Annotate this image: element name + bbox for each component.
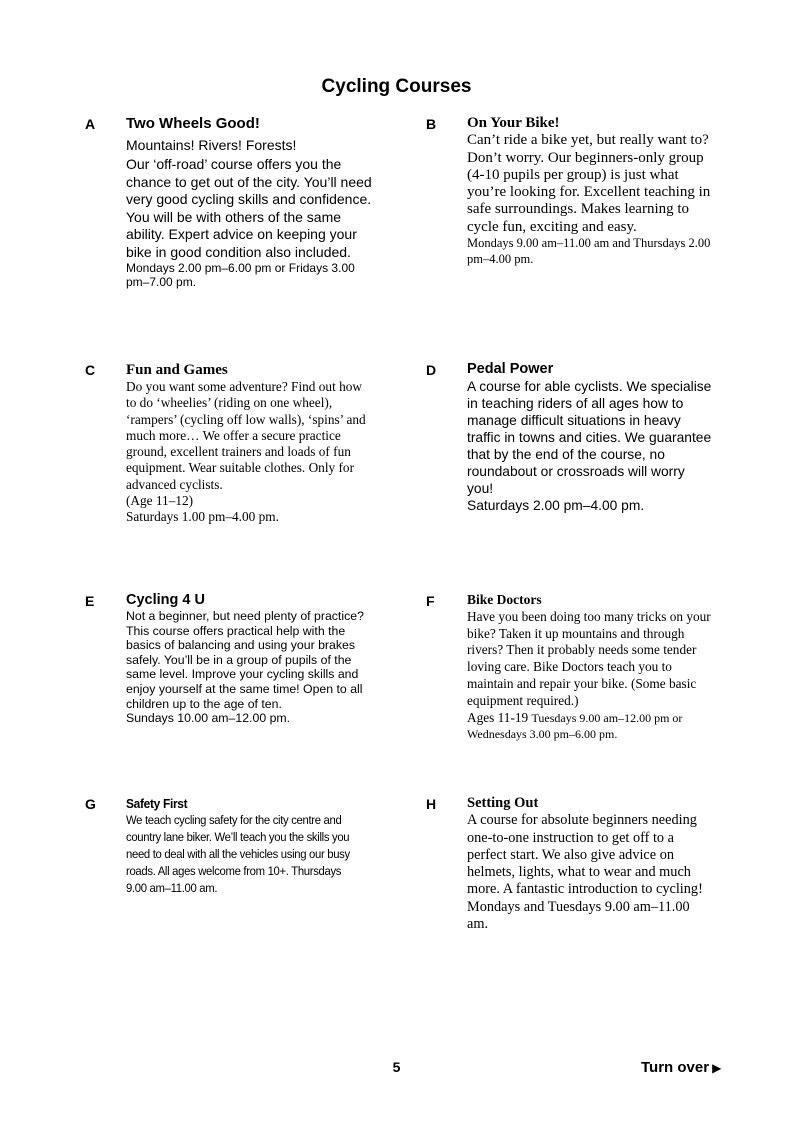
course-description: Can’t ride a bike yet, but really want to? Don’t worry. Our beginners-only group (4-10 pupils per group) is just what you’re looking for. Excellent teaching in safe surroundings. Makes learning to cycle fun, exciting and easy. — [467, 132, 711, 235]
course-description: Do you want some adventure? Find out how to do ‘wheelies’ (riding on one wheel), ‘rampers’ (cycling off low walls), ‘spins’ and much more… We offer a secure practice ground, excellent trainers and loads of fun equipment. Wear suitable clothes. Only for advanced cyclists. — [126, 379, 366, 492]
course-times: Saturdays 1.00 pm–4.00 pm. — [126, 509, 279, 525]
course-times: Sundays 10.00 am–12.00 pm. — [126, 711, 291, 726]
course-name: Cycling 4 U — [126, 592, 205, 608]
turn-over-text: Turn over — [641, 1059, 710, 1076]
course-times: Mondays 9.00 am–11.00 am and Thursdays 2.00 pm–4.00 pm. — [467, 236, 711, 266]
course-letter-b: B — [426, 116, 437, 132]
course-name: On Your Bike! — [467, 115, 560, 131]
course-age: Ages 11-19 — [467, 709, 529, 725]
course-fun-and-games — [126, 361, 370, 526]
course-description: A course for absolute beginners needing one-to-one instruction to get off to a perfect start. We also give advice on helmets, lights, what to wear and much more. A fantastic introduction to cycling! Mondays and Tuesdays 9.00 am–11.00 am. — [467, 812, 703, 933]
course-setting-out — [467, 795, 713, 933]
course-letter-e: E — [85, 593, 95, 609]
course-letter-f: F — [426, 593, 435, 609]
course-times: Tuesdays 9.00 am–12.00 pm or Wednesdays 3.00 pm–6.00 pm. — [467, 710, 683, 742]
course-tagline: Mountains! Rivers! Forests! — [126, 136, 297, 153]
page-number: 5 — [392, 1059, 401, 1075]
course-bike-doctors — [467, 592, 715, 743]
course-description: We teach cycling safety for the city centre and country lane biker. We’ll teach you the skills you need to deal with all the vehicles using our busy roads. All ages welcome from 10+. Thursdays 9.00 am–11.00 am. — [126, 813, 350, 895]
course-letter-c: C — [85, 362, 96, 378]
course-letter-g: G — [85, 796, 96, 812]
right-pointing-triangle-icon: ▶ — [712, 1061, 722, 1075]
page-title: Cycling Courses — [321, 76, 472, 97]
course-description: A course for able cyclists. We specialise in teaching riders of all ages how to manage difficult situations in heavy traffic in towns and cities. We guarantee that by the end of the course, no roundabout or crossroads will worry you! — [467, 379, 712, 496]
course-safety-first — [126, 795, 352, 897]
turn-over-label — [641, 1059, 721, 1076]
course-name: Pedal Power — [467, 361, 554, 377]
course-on-your-bike — [467, 115, 713, 267]
course-two-wheels-good — [126, 115, 372, 289]
course-letter-d: D — [426, 362, 437, 378]
course-description: Our ‘off-road’ course offers you the chance to get out of the city. You’ll need very good cycling skills and confidence. You will be with others of the same ability. Expert advice on keeping your bike in good condition also included. — [126, 156, 372, 260]
course-name: Safety First — [126, 796, 188, 811]
course-description: Not a beginner, but need plenty of practice? This course offers practical help with the basics of balancing and using your brakes safely. You’ll be in a group of pupils of the same level. Improve your cycling skills and enjoy yourself at the same time! Open to all children up to the age of ten. — [126, 609, 364, 711]
course-times: Mondays 2.00 pm–6.00 pm or Fridays 3.00 pm–7.00 pm. — [126, 261, 355, 289]
course-name: Bike Doctors — [467, 592, 542, 607]
course-letter-a: A — [85, 116, 96, 132]
course-description: Have you been doing too many tricks on your bike? Taken it up mountains and through rivers? Then it probably needs some tender loving care. Bike Doctors teach you to maintain and repair your bike. (Some basic equipment required.) — [467, 608, 711, 708]
course-age: (Age 11–12) — [126, 493, 194, 509]
course-name: Two Wheels Good! — [126, 115, 260, 132]
course-times: Saturdays 2.00 pm–4.00 pm. — [467, 498, 645, 513]
course-cycling-4-u — [126, 592, 371, 726]
course-name: Fun and Games — [126, 362, 228, 378]
course-name: Setting Out — [467, 795, 539, 811]
course-pedal-power — [467, 361, 713, 514]
course-letter-h: H — [426, 796, 437, 812]
